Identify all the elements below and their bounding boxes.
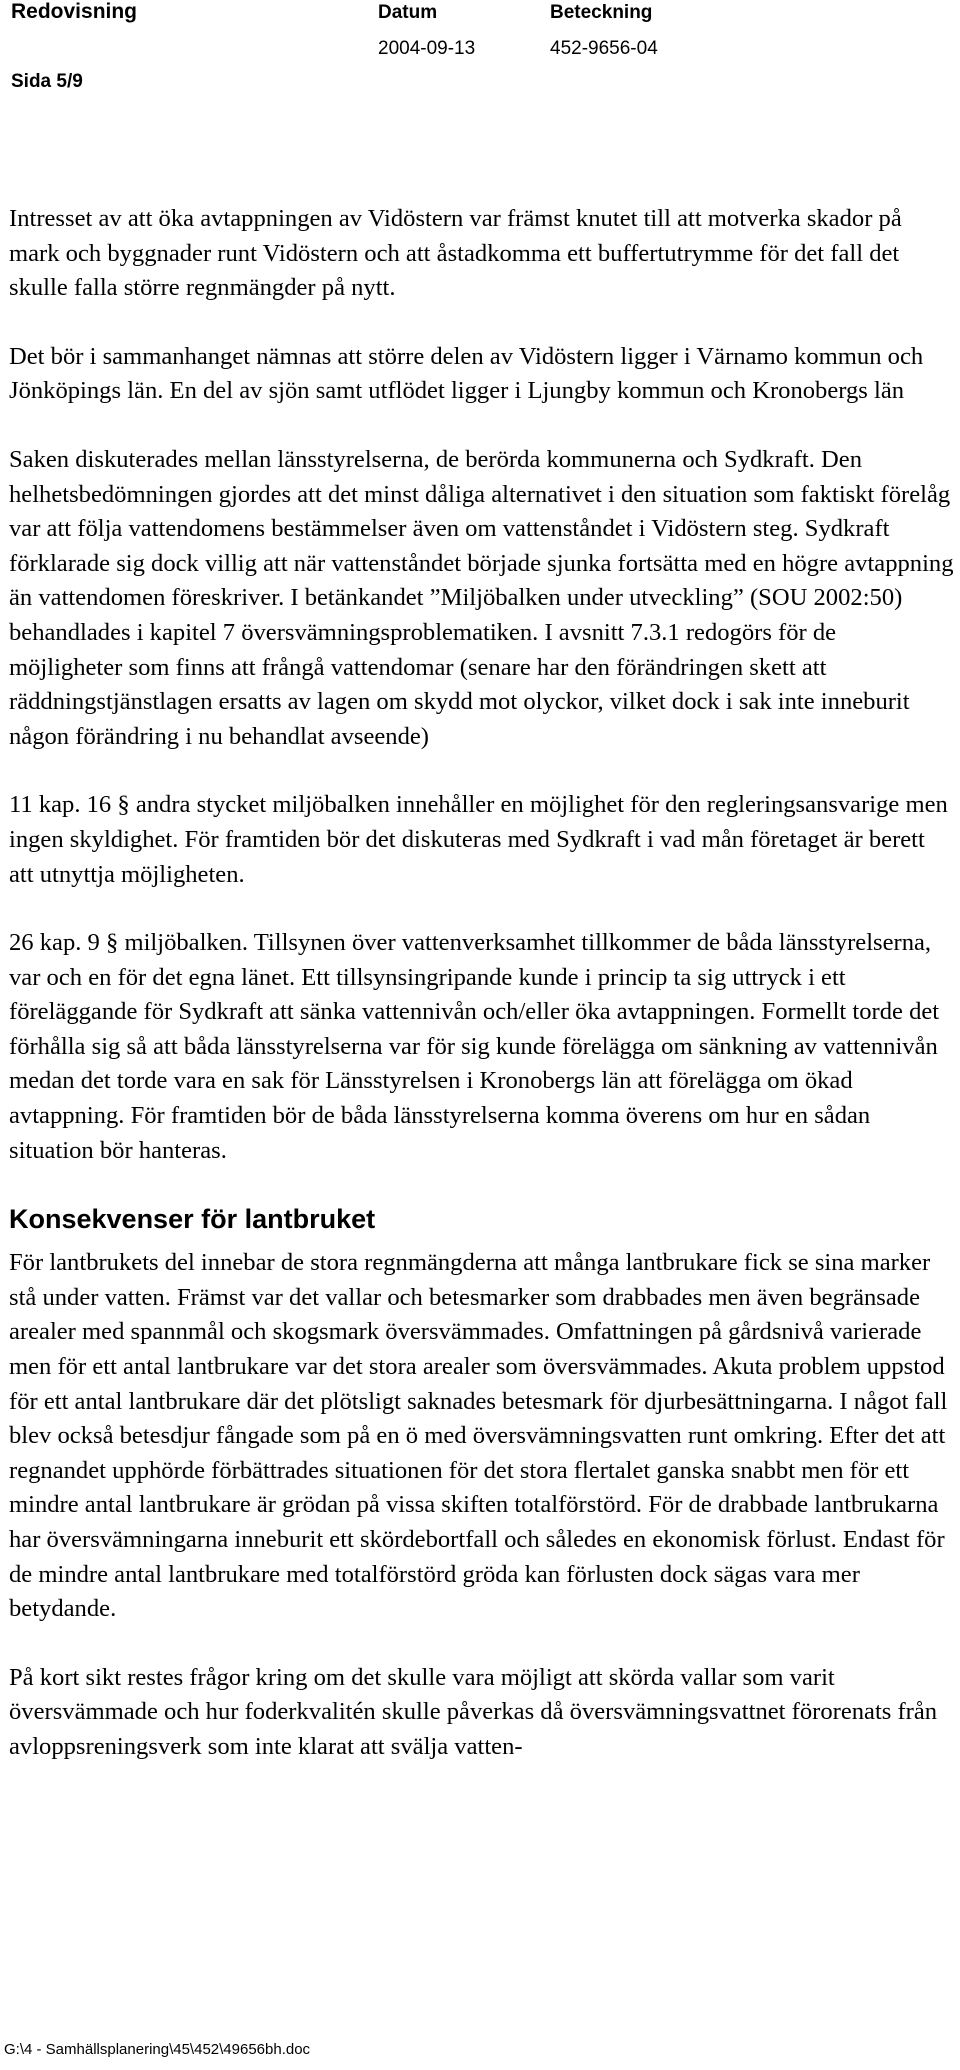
- document-header: [0, 0, 960, 110]
- paragraph: Det bör i sammanhanget nämnas att större delen av Vidöstern ligger i Värnamo kommun och Jönköpings län. En del av sjön samt utflödet ligger i Ljungby kommun och Kronobergs län: [9, 342, 924, 405]
- document-type-title: Redovisning: [11, 0, 138, 23]
- paragraph: Saken diskuterades mellan länsstyrelserna, de berörda kommunerna och Sydkraft. Den helhetsbedömningen gjordes att det minst dåliga alternativet i den situation som faktiskt förelåg var att följa vattendomens bestämmelser även om vattenståndet i Vidöstern steg. Sydkraft förklarade sig dock villig att när vattenståndet började sjunka fortsätta med en högre avtappning än vattendomen föreskriver. I betänkandet ”Miljöbalken under utveckling” (SOU 2002:50) behandlades i kapitel 7 översvämningsproblematiken. I avsnitt 7.3.1 redogörs för de möjligheter som finns att frångå vattendomar (senare har den förändringen skett att räddningstjänstlagen ersatts av lagen om skydd mot olyckor, vilket dock i sak inte inneburit någon förändring i nu behandlat avseende): [9, 445, 954, 750]
- section-heading: Konsekvenser för lantbruket: [9, 1204, 376, 1235]
- paragraph: 26 kap. 9 § miljöbalken. Tillsynen över vattenverksamhet tillkommer de båda länsstyrelserna, var och en för det egna länet. Ett tillsynsingripande kunde i princip ta sig uttryck i ett föreläggande för Sydkraft att sänka vattennivån och/eller öka avtappningen. Formellt torde det förhålla sig så att båda länsstyrelserna var för sig kunde förelägga om sänkning av vattennivån medan det torde vara en sak för Länsstyrelsen i Kronobergs län att förelägga om ökad avtappning. För framtiden bör de båda länsstyrelserna komma överens om hur en sådan situation bör hanteras.: [9, 929, 940, 1164]
- paragraph: För lantbrukets del innebar de stora regnmängderna att många lantbrukare fick se sina marker stå under vatten. Främst var det vallar och betesmarker som drabbades men även begränsade arealer med spannmål och skogsmark översvämmades. Omfattningen på gårdsnivå varierade men för ett antal lantbrukare var det stora arealer som översvämmades. Akuta problem uppstod för ett antal lantbrukare där det plötsligt saknades betesmark för djurbesättningarna. I något fall blev också betesdjur fångade som på en ö med översvämningsvatten runt omkring. Efter det att regnandet upphörde förbättrades situationen för det stora flertalet ganska snabbt men för ett mindre antal lantbrukare är grödan på vissa skiften totalförstörd. För de drabbade lantbrukarna har översvämningarna inneburit ett skördebortfall och således en ekonomisk förlust. Endast för de mindre antal lantbrukare med totalförstörd gröda kan förlusten dock sägas vara mer betydande.: [9, 1249, 948, 1623]
- date-value: 2004-09-13: [378, 38, 476, 59]
- reference-value: 452-9656-04: [550, 38, 658, 59]
- page-number: Sida 5/9: [11, 71, 83, 92]
- paragraph: 11 kap. 16 § andra stycket miljöbalken innehåller en möjlighet för den regleringsansvarige men ingen skyldighet. För framtiden bör det diskuteras med Sydkraft i vad mån företaget är berett att utnyttja möjligheten.: [9, 791, 948, 888]
- paragraph: På kort sikt restes frågor kring om det skulle vara möjligt att skörda vallar som varit översvämmade och hur foderkvalitén skulle påverkas då översvämningsvattnet förorenats från avloppsreningsverk som inte klarat att svälja vatten-: [9, 1663, 938, 1760]
- reference-label: Beteckning: [550, 2, 653, 23]
- paragraph: Intresset av att öka avtappningen av Vidöstern var främst knutet till att motverka skador på mark och byggnader runt Vidöstern och att åstadkomma ett buffertutrymme för det fall det skulle falla större regnmängder på nytt.: [9, 205, 902, 302]
- file-path-footer: G:\4 - Samhällsplanering\45\452\49656bh.doc: [4, 2041, 311, 2058]
- date-label: Datum: [378, 2, 438, 23]
- document-body: [9, 202, 954, 1765]
